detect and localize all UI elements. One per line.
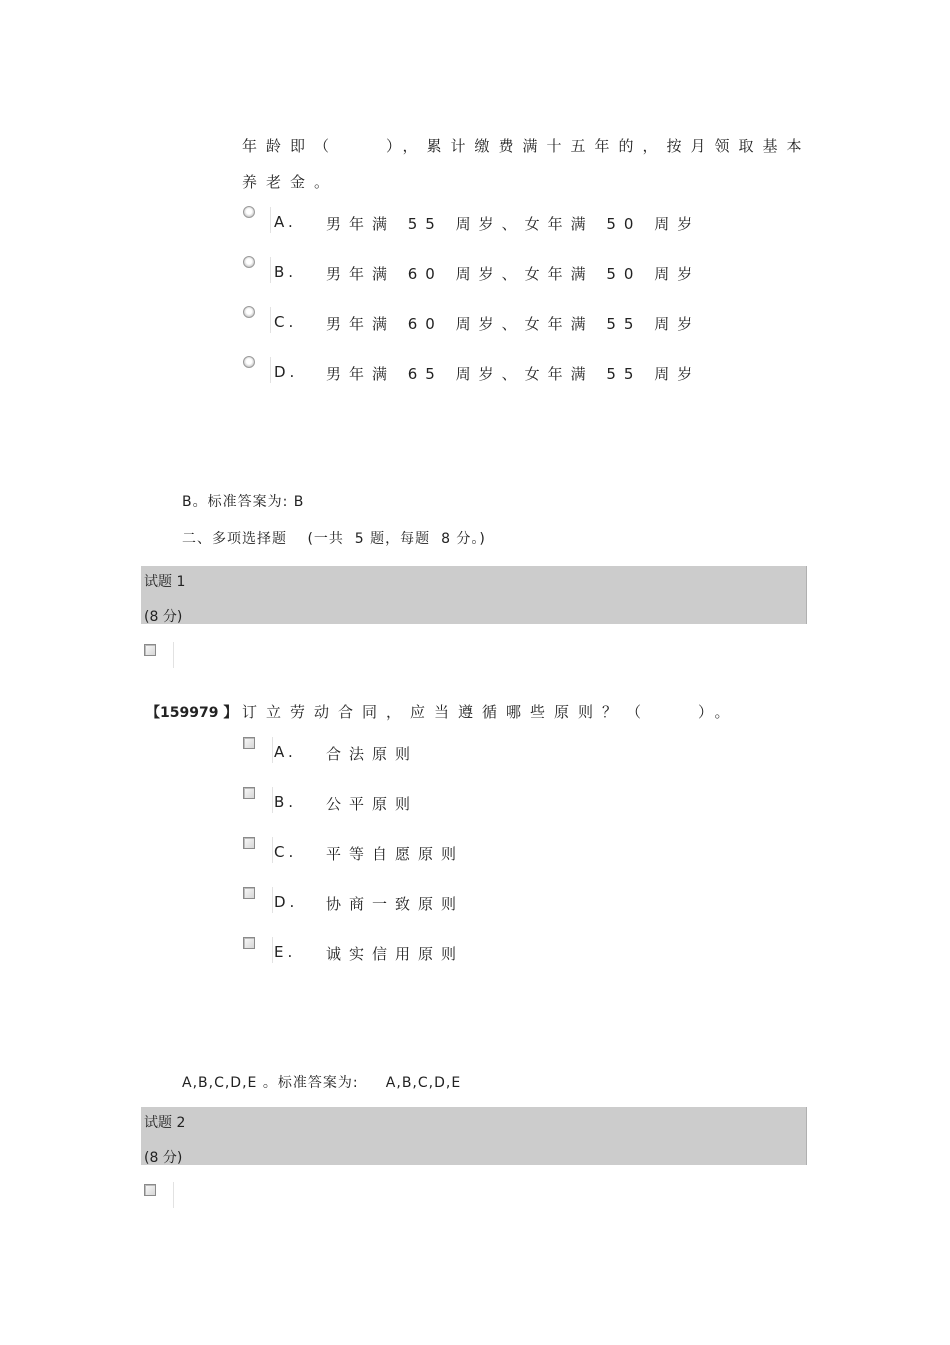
option-letter: A. — [274, 743, 297, 761]
radio-icon — [243, 356, 255, 368]
option-text: 男年满 65 周岁、女年满 55 周岁 — [326, 365, 701, 383]
option-letter: B. — [274, 793, 298, 811]
option-e[interactable] — [242, 935, 542, 965]
option-c[interactable] — [242, 835, 542, 865]
option-text: 协商一致原则 — [326, 895, 465, 913]
option-a[interactable] — [242, 205, 701, 235]
radio-button-d[interactable] — [242, 355, 272, 383]
option-letter: C. — [274, 843, 298, 861]
option-b[interactable] — [242, 255, 701, 285]
option-text: 平等自愿原则 — [326, 845, 465, 863]
checkbox-a[interactable] — [242, 735, 276, 763]
option-text: 男年满 60 周岁、女年满 50 周岁 — [326, 265, 701, 283]
option-text: 诚实信用原则 — [326, 945, 465, 963]
option-b[interactable] — [242, 785, 542, 815]
checkbox-icon — [144, 1184, 156, 1196]
radio-icon — [243, 256, 255, 268]
question-header-1 — [141, 566, 807, 624]
option-letter: D. — [274, 363, 299, 381]
radio-icon — [243, 206, 255, 218]
radio-button-c[interactable] — [242, 305, 272, 333]
question-number: 试题 2 — [144, 1115, 186, 1131]
option-letter: C. — [274, 313, 298, 331]
checkbox-d[interactable] — [242, 885, 276, 913]
answer-line: B。标准答案为: B — [182, 494, 305, 510]
option-text: 男年满 55 周岁、女年满 50 周岁 — [326, 215, 701, 233]
option-letter: A. — [274, 213, 297, 231]
option-letter: B. — [274, 263, 298, 281]
option-letter: E. — [274, 943, 297, 961]
question-id: 【159979 】 — [146, 705, 238, 721]
radio-button-a[interactable] — [242, 205, 272, 233]
question-stem: 订立劳动合同，应当遵循哪些原则？（ ）。 — [242, 703, 739, 721]
section-title: 二、多项选择题 (一共 5 题，每题 8 分。) — [182, 531, 486, 547]
checkbox-c[interactable] — [242, 835, 276, 863]
flag-question-checkbox[interactable] — [143, 640, 177, 668]
checkbox-icon — [243, 787, 255, 799]
option-text: 合法原则 — [326, 745, 419, 763]
option-text: 公平原则 — [326, 795, 419, 813]
checkbox-icon — [243, 937, 255, 949]
flag-question-checkbox[interactable] — [143, 1180, 177, 1208]
checkbox-b[interactable] — [242, 785, 276, 813]
checkbox-icon — [243, 737, 255, 749]
question-stem-line-1: 年龄即（ ），累计缴费满十五年的，按月领取基本 — [242, 137, 811, 155]
radio-button-b[interactable] — [242, 255, 272, 283]
checkbox-icon — [243, 887, 255, 899]
question-header-2 — [141, 1107, 807, 1165]
option-text: 男年满 60 周岁、女年满 55 周岁 — [326, 315, 701, 333]
answer-line: A,B,C,D,E 。标准答案为: A,B,C,D,E — [182, 1075, 462, 1091]
radio-icon — [243, 306, 255, 318]
checkbox-icon — [243, 837, 255, 849]
question-stem-line-2: 养老金。 — [242, 173, 339, 191]
option-d[interactable] — [242, 885, 542, 915]
question-score: (8 分) — [144, 609, 183, 625]
option-letter: D. — [274, 893, 299, 911]
option-d[interactable] — [242, 355, 701, 385]
option-c[interactable] — [242, 305, 701, 335]
option-a[interactable] — [242, 735, 542, 765]
question-number: 试题 1 — [144, 574, 186, 590]
question-score: (8 分) — [144, 1150, 183, 1166]
checkbox-icon — [144, 644, 156, 656]
checkbox-e[interactable] — [242, 935, 276, 963]
